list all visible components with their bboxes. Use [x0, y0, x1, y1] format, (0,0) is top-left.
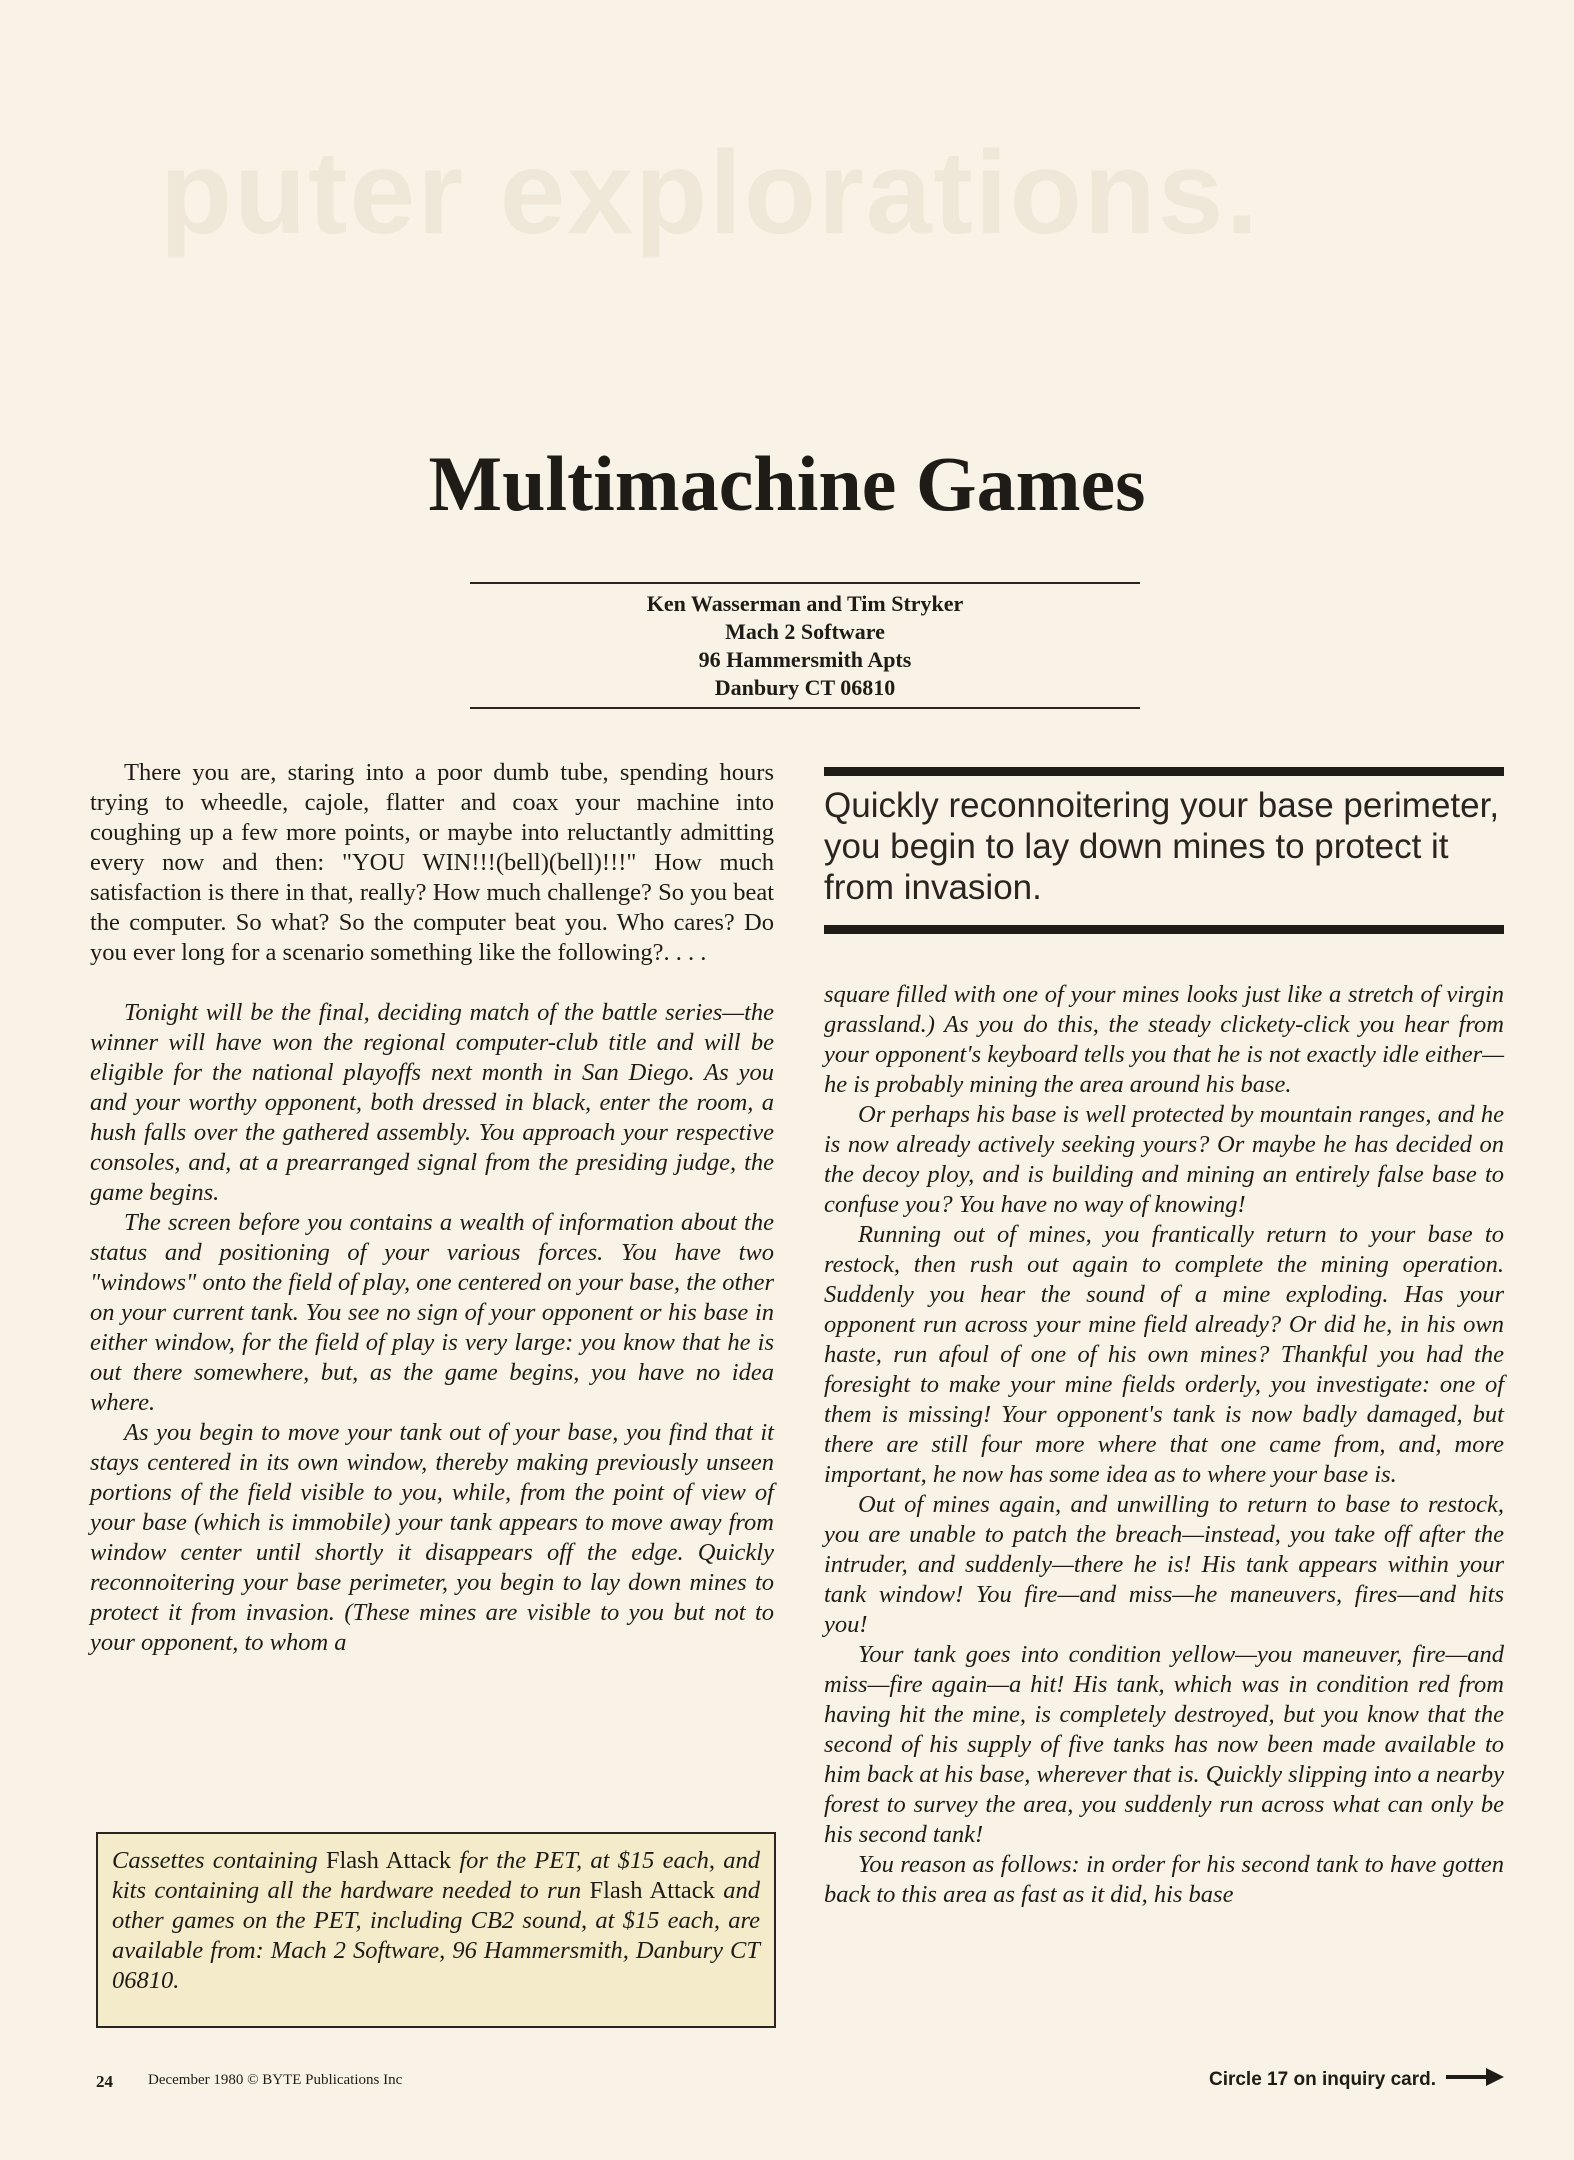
product-name: Flash Attack [589, 1877, 715, 1904]
box-text: for the PET, at $15 each, and kits containing all the hardware needed to run [112, 1847, 760, 1904]
box-text: Cassettes containing [112, 1847, 326, 1874]
paragraph [824, 980, 1504, 1100]
page-number: 24 [96, 2072, 113, 2091]
left-column [90, 758, 774, 1658]
box-text: and other games on the PET, including CB2 sound, at $15 each, are available from: Mach 2 Software, 96 Hammersmith, Danbury CT 06810. [112, 1877, 761, 1994]
paragraph-text: The screen before you contains a wealth of information about the status and positioning of your various forces. You have two "windows" onto the field of play, one centered on your base, the other on your current tank. You see no sign of your opponent or his base in either window, for the field of play is very large: you know that he is out there somewhere, but, as the game begins, you have no idea where. [90, 1209, 774, 1416]
paragraph [824, 1850, 1504, 1910]
byline [470, 590, 1140, 702]
paragraph-text: You reason as follows: in order for his second tank to have gotten back to this area as fast as it did, his base [824, 1851, 1504, 1908]
pull-quote: Quickly reconnoitering your base perimeter, you begin to lay down mines to protect it from invasion. [824, 786, 1500, 907]
article-title: Multimachine Games [428, 440, 1146, 527]
paragraph: There you are, staring into a poor dumb tube, spending hours trying to wheedle, cajole, flatter and coax your machine into coughing up a few more points, or maybe into reluctantly admitting every now and then: "YOU WIN!!!(bell)(bell)!!!" How much satisfaction is there in that, really? How much challenge? So you beat the computer. So what? So the computer beat you. Who cares? Do you ever long for a scenario something like the following?. . . . [90, 759, 774, 966]
pull-quote-top-bar [824, 767, 1504, 776]
ghost-heading: puter explorations. [160, 127, 1261, 259]
byline-street: 96 Hammersmith Apts [698, 647, 912, 672]
paragraph [90, 1418, 774, 1658]
byline-city: Danbury CT 06810 [714, 675, 896, 700]
inquiry-text: Circle 17 on inquiry card. [1208, 2069, 1436, 2090]
paragraph [824, 1100, 1504, 1220]
paragraph [824, 1220, 1504, 1490]
paragraph-text: Tonight will be the final, deciding match of the battle series—the winner will have won the regional computer-club title and will be eligible for the national playoffs next month in San Diego. As you and your worthy opponent, both dressed in black, enter the room, a hush falls over the gathered assembly. You approach your respective consoles, and, at a prearranged signal from the presiding judge, the game begins. [90, 999, 774, 1206]
paragraph [824, 1640, 1504, 1850]
paragraph [824, 1490, 1504, 1640]
publication-info: December 1980 © BYTE Publications Inc [148, 2072, 403, 2088]
pull-quote-bottom-bar [824, 925, 1504, 934]
ordering-info-box [96, 1832, 776, 2028]
right-column [824, 980, 1504, 1910]
top-rule [470, 582, 1140, 584]
inquiry-note [1209, 2068, 1504, 2092]
paragraph-text: Or perhaps his base is well protected by mountain ranges, and he is now already actively seeking yours? Or maybe he has decided on the decoy ploy, and is building and mining an entirely false base to confuse you? You have no way of knowing! [824, 1101, 1504, 1218]
bottom-rule [470, 707, 1140, 709]
paragraph-text: Your tank goes into condition yellow—you maneuver, fire—and miss—fire again—a hit! His tank, which was in condition red from having hit the mine, is completely destroyed, but you know that the second of his supply of five tanks has now been made available to him back at his base, wherever that is. Quickly slipping into a nearby forest to survey the area, you suddenly run across what can only be his second tank! [824, 1641, 1504, 1848]
byline-company: Mach 2 Software [725, 619, 885, 644]
paragraph-text: Out of mines again, and unwilling to return to base to restock, you are unable to patch the breach—instead, you take off after the intruder, and suddenly—there he is! His tank appears within your tank window! You fire—and miss—he maneuvers, fires—and hits you! [824, 1491, 1504, 1638]
paragraph [90, 1208, 774, 1418]
paragraph-text: Running out of mines, you frantically return to your base to restock, then rush out again to complete the mining operation. Suddenly you hear the sound of a mine exploding. Has your opponent run across your mine field already? Or did he, in his own haste, run afoul of one of his own mines? Thankful you had the foresight to make your mine fields orderly, you investigate: one of them is missing! Your opponent's tank is now badly damaged, but there are still four more where that one came from, and, more important, he now has some idea as to where your base is. [824, 1221, 1504, 1488]
paragraph [90, 998, 774, 1208]
paragraph-text: square filled with one of your mines looks just like a stretch of virgin grassland.) As you do this, the steady clickety-click you hear from your opponent's keyboard tells you that he is not exactly idle either—he is probably mining the area around his base. [824, 981, 1504, 1098]
product-name: Flash Attack [325, 1847, 452, 1874]
byline-authors: Ken Wasserman and Tim Stryker [646, 591, 964, 616]
arrow-right-icon [1446, 2068, 1504, 2092]
paragraph-text: As you begin to move your tank out of your base, you find that it stays centered in its own window, thereby making previously unseen portions of the field visible to you, while, from the point of view of your base (which is immobile) your tank appears to move away from window center until shortly it disappears off the edge. Quickly reconnoitering your base perimeter, you begin to lay down mines to protect it from invasion. (These mines are visible to you but not to your opponent, to whom a [90, 1419, 774, 1656]
